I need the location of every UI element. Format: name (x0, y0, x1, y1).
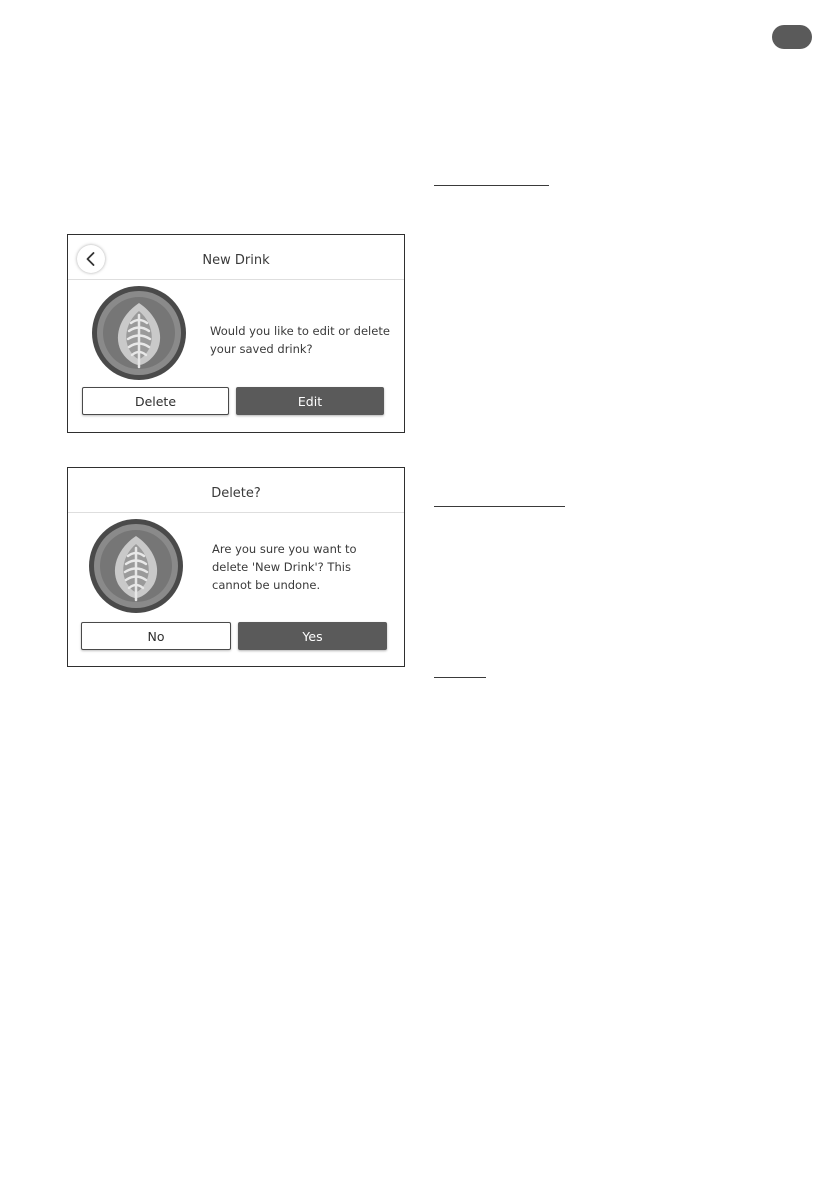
back-button[interactable] (77, 245, 105, 273)
screen-title: New Drink (202, 253, 270, 268)
language-tab (772, 25, 812, 49)
edit-drink-screen (67, 234, 405, 433)
chevron-left-icon (84, 251, 98, 267)
delete-button[interactable]: Delete (82, 387, 229, 415)
dialog-message: Would you like to edit or delete your saved drink? (210, 324, 390, 356)
delete-confirm-screen (67, 467, 405, 667)
screen-header (68, 468, 404, 513)
edit-button[interactable]: Edit (236, 387, 384, 415)
yes-button[interactable]: Yes (238, 622, 387, 650)
no-button[interactable]: No (81, 622, 231, 650)
screen-title: Delete? (211, 486, 261, 501)
section-heading-rule (434, 506, 565, 507)
latte-art-icon (91, 285, 187, 381)
section-heading-rule (434, 185, 549, 186)
latte-art-icon (88, 518, 184, 614)
section-heading-rule (434, 677, 486, 678)
dialog-message: Are you sure you want to delete 'New Drink'? This cannot be undone. (212, 542, 357, 592)
screen-header (68, 235, 404, 280)
